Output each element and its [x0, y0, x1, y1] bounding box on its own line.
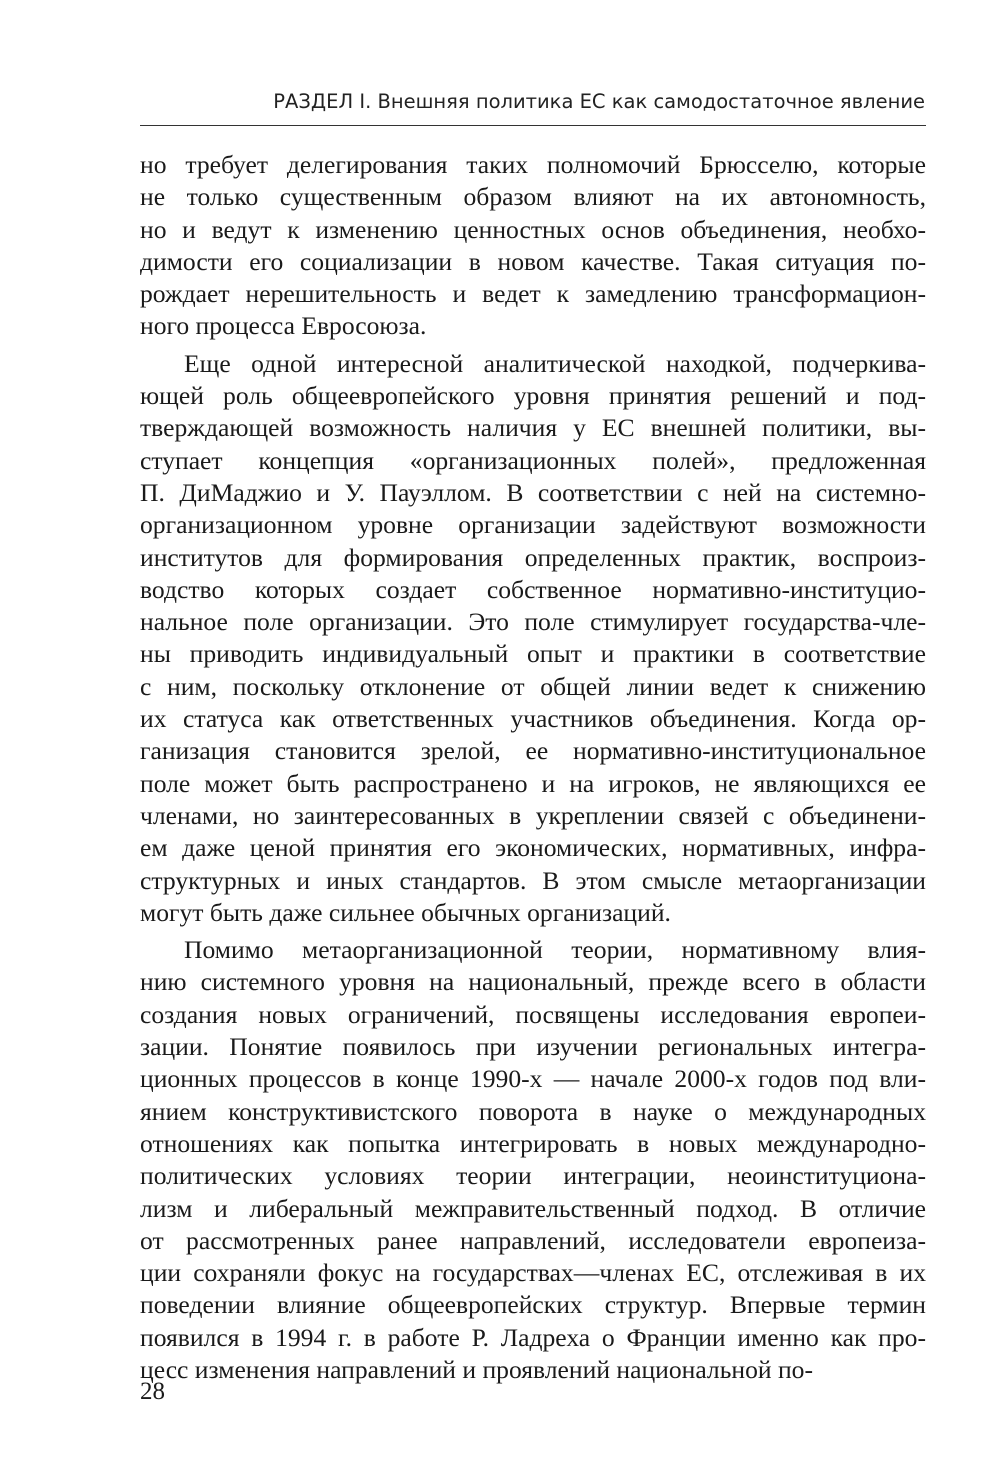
body-text: [140, 149, 926, 1386]
text-line: могут быть даже сильнее обычных организаций.: [140, 897, 671, 927]
text-line: Еще одной интересной аналитической находкой, подчеркива-: [184, 348, 926, 378]
text-line: ющей роль общеевропейского уровня принятия решений и под-: [140, 381, 926, 411]
text-line: ного процесса Евросоюза.: [140, 311, 427, 341]
text-line: от рассмотренных ранее направлений, исследователи европеиза-: [140, 1225, 926, 1255]
text-line: нальное поле организации. Это поле стимулирует государства-чле-: [140, 607, 926, 637]
text-line: Помимо метаорганизационной теории, нормативному влия-: [184, 935, 926, 965]
text-line: ционных процессов в конце 1990-х — начале 2000-х годов под вли-: [140, 1064, 926, 1094]
text-line: с ним, поскольку отклонение от общей линии ведет к снижению: [140, 671, 926, 701]
text-line: но и ведут к изменению ценностных основ объединения, необхо-: [140, 214, 926, 244]
text-line: членами, но заинтересованных в укреплении связей с объединени-: [140, 800, 926, 830]
text-line: нию системного уровня на национальный, прежде всего в области: [140, 967, 926, 997]
page-number: 28: [140, 1378, 165, 1405]
text-line: не только существенным образом влияют на их автономность,: [140, 182, 926, 212]
text-line: ступает концепция «организационных полей», предложенная: [140, 445, 926, 475]
text-line: янием конструктивистского поворота в науке о международных: [140, 1096, 926, 1126]
text-line: но требует делегирования таких полномочий Брюсселю, которые: [140, 150, 926, 179]
text-line: ганизация становится зрелой, ее нормативно-институциональное: [140, 736, 926, 766]
text-line: ны приводить индивидуальный опыт и практики в соответствие: [140, 639, 926, 669]
text-line: институтов для формирования определенных практик, воспроиз-: [140, 542, 926, 572]
text-line: появился в 1994 г. в работе Р. Ладреха о Франции именно как про-: [140, 1322, 926, 1352]
text-line: отношениях как попытка интегрировать в новых международно-: [140, 1128, 926, 1158]
text-line: политических условиях теории интеграции, неоинституциона-: [140, 1161, 926, 1191]
text-line: структурных и иных стандартов. В этом смысле метаорганизации: [140, 865, 926, 895]
text-line: ем даже ценой принятия его экономических, нормативных, инфра-: [140, 833, 926, 863]
text-line: зации. Понятие появилось при изучении региональных интегра-: [140, 1032, 926, 1062]
paragraph: [140, 149, 926, 343]
text-line: тверждающей возможность наличия у ЕС внешней политики, вы-: [140, 413, 926, 443]
header-rule: [140, 125, 926, 126]
text-line: цесс изменения направлений и проявлений национальной по-: [140, 1354, 813, 1384]
paragraph: [140, 934, 926, 1386]
text-line: лизм и либеральный межправительственный подход. В отличие: [140, 1193, 926, 1223]
paragraph: [140, 348, 926, 929]
text-line: димости его социализации в новом качестве. Такая ситуация по-: [140, 246, 926, 276]
text-line: поле может быть распространено и на игроков, не являющихся ее: [140, 768, 926, 798]
text-line: организационном уровне организации задействуют возможности: [140, 510, 926, 540]
text-line: рождает нерешительность и ведет к замедлению трансформацион-: [140, 279, 926, 309]
text-line: П. ДиМаджио и У. Пауэллом. В соответствии с ней на системно-: [140, 477, 926, 507]
text-line: водство которых создает собственное нормативно-институцио-: [140, 574, 926, 604]
running-head: РАЗДЕЛ I. Внешняя политика ЕС как самодостаточное явление: [273, 90, 925, 113]
text-line: создания новых ограничений, посвящены исследования европеи-: [140, 999, 926, 1029]
text-line: ции сохраняли фокус на государствах—членах ЕС, отслеживая в их: [140, 1258, 926, 1288]
text-line: поведении влияние общеевропейских структур. Впервые термин: [140, 1290, 926, 1320]
text-line: их статуса как ответственных участников объединения. Когда ор-: [140, 704, 926, 734]
